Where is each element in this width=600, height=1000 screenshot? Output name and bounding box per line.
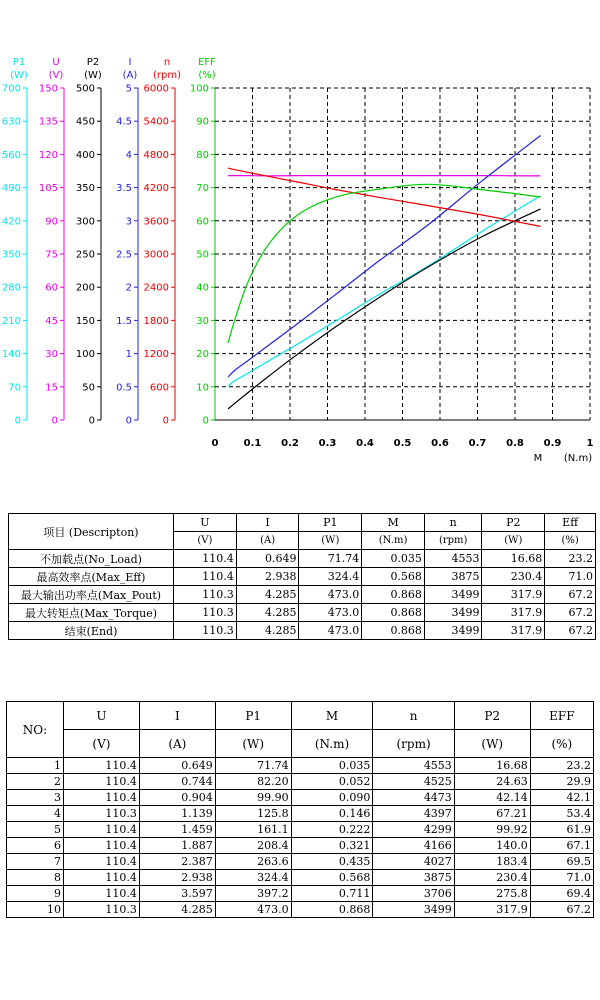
- summary-cell: 67.2: [545, 622, 596, 640]
- data-row: [7, 870, 594, 886]
- axis-unit-P1: (W): [10, 70, 28, 81]
- summary-cell: 4.285: [236, 586, 299, 604]
- data-cell: 1.139: [139, 806, 215, 822]
- data-cell: 29.9: [530, 774, 593, 790]
- data-cell: 110.4: [64, 870, 140, 886]
- summary-cell: 2.938: [236, 568, 299, 586]
- data-cell: 3.597: [139, 886, 215, 902]
- data-row-number: 1: [7, 758, 64, 774]
- summary-cell: 4.285: [236, 622, 299, 640]
- axis-unit-U: (V): [48, 70, 64, 81]
- data-cell: 161.1: [215, 822, 291, 838]
- summary-cell: 3499: [424, 622, 482, 640]
- axis-tick-label-EFF: 80: [196, 149, 209, 161]
- data-row-number: 3: [7, 790, 64, 806]
- summary-cell: 0.035: [362, 550, 425, 568]
- data-row-number: 2: [7, 774, 64, 790]
- axis-tick-label-U: 75: [45, 249, 58, 261]
- data-unit: (A): [139, 730, 215, 758]
- data-row: [7, 902, 594, 918]
- summary-cell: 473.0: [299, 604, 362, 622]
- data-unit-row: [7, 730, 594, 758]
- data-cell: 110.4: [64, 838, 140, 854]
- summary-cell: 110.3: [174, 604, 237, 622]
- data-cell: 0.052: [291, 774, 373, 790]
- summary-cell: 317.9: [482, 604, 545, 622]
- axis-tick-label-P2: 150: [75, 315, 95, 327]
- axis-tick-label-n: 3000: [143, 249, 169, 261]
- summary-cell: 110.4: [174, 550, 237, 568]
- data-row: [7, 854, 594, 870]
- axis-tick-label-EFF: 100: [189, 83, 209, 95]
- data-row-number: 7: [7, 854, 64, 870]
- data-row: [7, 790, 594, 806]
- axis-tick-label-P1: 700: [1, 83, 21, 95]
- data-unit: (rpm): [373, 730, 454, 758]
- data-cell: 67.1: [530, 838, 593, 854]
- axis-tick-label-I: 0.5: [116, 382, 132, 394]
- axis-tick-label-P2: 100: [75, 349, 95, 361]
- axis-tick-label-EFF: 90: [196, 116, 209, 128]
- summary-cell: 3499: [424, 604, 482, 622]
- summary-unit: (V): [174, 532, 237, 550]
- summary-unit: (rpm): [424, 532, 482, 550]
- data-cell: 53.4: [530, 806, 593, 822]
- summary-row: [9, 568, 596, 586]
- data-row-number: 8: [7, 870, 64, 886]
- axis-tick-label-P1: 140: [1, 349, 21, 361]
- data-cell: 317.9: [454, 902, 530, 918]
- data-cell: 69.5: [530, 854, 593, 870]
- axis-tick-label-n: 600: [149, 382, 169, 394]
- summary-row: [9, 550, 596, 568]
- axis-title-U: U: [52, 57, 60, 68]
- summary-column-header: P1: [299, 514, 362, 532]
- x-tick-label: 1: [586, 438, 594, 449]
- summary-unit: (W): [299, 532, 362, 550]
- axis-tick-label-U: 30: [45, 349, 58, 361]
- summary-column-header: P2: [482, 514, 545, 532]
- data-cell: 0.435: [291, 854, 373, 870]
- axis-tick-label-EFF: 30: [196, 315, 209, 327]
- data-cell: 473.0: [215, 902, 291, 918]
- data-cell: 4525: [373, 774, 454, 790]
- performance-chart: [0, 0, 600, 470]
- axis-tick-label-P2: 400: [75, 149, 95, 161]
- axis-tick-label-EFF: 40: [196, 282, 209, 294]
- data-cell: 263.6: [215, 854, 291, 870]
- summary-cell: 3499: [424, 586, 482, 604]
- summary-cell: 3875: [424, 568, 482, 586]
- data-cell: 1.887: [139, 838, 215, 854]
- data-cell: 110.3: [64, 902, 140, 918]
- data-cell: 82.20: [215, 774, 291, 790]
- data-cell: 67.21: [454, 806, 530, 822]
- data-cell: 0.222: [291, 822, 373, 838]
- axis-tick-label-EFF: 20: [196, 349, 209, 361]
- series-line-I: [228, 136, 540, 377]
- summary-row-label: 最大输出功率点(Max_Pout): [9, 586, 174, 604]
- data-cell: 67.2: [530, 902, 593, 918]
- x-tick-label: 0: [211, 438, 219, 449]
- axis-unit-I: (A): [122, 70, 138, 81]
- summary-cell: 0.568: [362, 568, 425, 586]
- data-cell: 0.035: [291, 758, 373, 774]
- x-tick-label: 0.9: [543, 438, 562, 449]
- axis-tick-label-EFF: 60: [196, 216, 209, 228]
- data-column-header: n: [373, 702, 454, 730]
- data-cell: 16.68: [454, 758, 530, 774]
- axis-tick-label-U: 120: [38, 149, 58, 161]
- summary-column-header: M: [362, 514, 425, 532]
- summary-unit: (W): [482, 532, 545, 550]
- data-cell: 110.4: [64, 774, 140, 790]
- data-cell: 110.4: [64, 822, 140, 838]
- data-cell: 110.3: [64, 806, 140, 822]
- summary-column-header: Eff: [545, 514, 596, 532]
- summary-column-header: U: [174, 514, 237, 532]
- axis-tick-label-n: 4200: [143, 183, 169, 195]
- series-line-P1: [228, 196, 540, 386]
- x-tick-label: 0.6: [431, 438, 449, 449]
- summary-cell: 473.0: [299, 622, 362, 640]
- axis-tick-label-I: 4: [125, 149, 132, 161]
- axis-tick-label-U: 60: [45, 282, 58, 294]
- data-row-number: 5: [7, 822, 64, 838]
- summary-cell: 110.3: [174, 622, 237, 640]
- summary-cell: 4553: [424, 550, 482, 568]
- data-cell: 110.4: [64, 854, 140, 870]
- data-cell: 4166: [373, 838, 454, 854]
- axis-tick-label-P2: 500: [75, 83, 95, 95]
- axis-tick-label-n: 5400: [143, 116, 169, 128]
- summary-cell: 71.74: [299, 550, 362, 568]
- summary-row: [9, 622, 596, 640]
- data-cell: 4553: [373, 758, 454, 774]
- data-cell: 2.387: [139, 854, 215, 870]
- data-cell: 4473: [373, 790, 454, 806]
- x-tick-label: 0.7: [468, 438, 487, 449]
- data-cell: 0.649: [139, 758, 215, 774]
- x-tick-label: 0.3: [318, 438, 337, 449]
- data-cell: 324.4: [215, 870, 291, 886]
- data-cell: 4397: [373, 806, 454, 822]
- axis-tick-label-P2: 50: [82, 382, 95, 394]
- axis-title-P2: P2: [86, 57, 100, 68]
- data-cell: 4299: [373, 822, 454, 838]
- axis-tick-label-P1: 560: [1, 149, 21, 161]
- data-cell: 99.90: [215, 790, 291, 806]
- axis-tick-label-I: 1: [125, 349, 132, 361]
- axis-tick-label-P2: 250: [75, 249, 95, 261]
- summary-cell: 110.4: [174, 568, 237, 586]
- x-axis-unit: (N.m): [563, 453, 593, 464]
- axis-unit-P2: (W): [84, 70, 102, 81]
- axis-title-I: I: [128, 57, 132, 68]
- x-tick-label: 0.5: [393, 438, 412, 449]
- axis-tick-label-P2: 0: [88, 415, 95, 427]
- axis-tick-label-P1: 210: [1, 315, 21, 327]
- data-row: [7, 774, 594, 790]
- data-cell: 208.4: [215, 838, 291, 854]
- axis-tick-label-I: 2: [125, 282, 132, 294]
- summary-column-header: n: [424, 514, 482, 532]
- data-cell: 0.146: [291, 806, 373, 822]
- data-cell: 3706: [373, 886, 454, 902]
- data-cell: 140.0: [454, 838, 530, 854]
- axis-tick-label-I: 5: [125, 83, 132, 95]
- summary-cell: 473.0: [299, 586, 362, 604]
- summary-unit: (A): [236, 532, 299, 550]
- data-row-number: 9: [7, 886, 64, 902]
- data-cell: 71.0: [530, 870, 593, 886]
- summary-unit: (N.m): [362, 532, 425, 550]
- data-unit: (%): [530, 730, 593, 758]
- data-unit: (W): [454, 730, 530, 758]
- data-column-header: EFF: [530, 702, 593, 730]
- data-cell: 110.4: [64, 758, 140, 774]
- summary-row: [9, 604, 596, 622]
- data-cell: 69.4: [530, 886, 593, 902]
- summary-cell: 71.0: [545, 568, 596, 586]
- axis-tick-label-U: 45: [45, 315, 58, 327]
- summary-row-label: 最大转矩点(Max_Torque): [9, 604, 174, 622]
- data-cell: 0.321: [291, 838, 373, 854]
- summary-cell: 317.9: [482, 586, 545, 604]
- axis-title-n: n: [163, 57, 171, 68]
- data-cell: 99.92: [454, 822, 530, 838]
- data-cell: 125.8: [215, 806, 291, 822]
- data-cell: 0.904: [139, 790, 215, 806]
- data-header-no: NO:: [7, 702, 64, 758]
- axis-tick-label-P1: 630: [1, 116, 21, 128]
- summary-cell: 0.868: [362, 622, 425, 640]
- axis-tick-label-n: 1800: [143, 315, 169, 327]
- axis-tick-label-P1: 0: [14, 415, 21, 427]
- summary-cell: 0.868: [362, 604, 425, 622]
- axis-tick-label-I: 3.5: [116, 183, 132, 195]
- data-column-header: P2: [454, 702, 530, 730]
- x-axis-label: M: [533, 453, 543, 464]
- data-cell: 0.711: [291, 886, 373, 902]
- summary-cell: 0.868: [362, 586, 425, 604]
- axis-tick-label-EFF: 0: [202, 415, 209, 427]
- axis-tick-label-U: 135: [38, 116, 58, 128]
- axis-title-EFF: EFF: [198, 57, 216, 68]
- x-tick-label: 0.4: [356, 438, 374, 449]
- data-cell: 230.4: [454, 870, 530, 886]
- data-unit: (V): [64, 730, 140, 758]
- axis-tick-label-U: 105: [38, 183, 58, 195]
- summary-cell: 23.2: [545, 550, 596, 568]
- axis-unit-EFF: (%): [198, 70, 216, 81]
- data-column-header: P1: [215, 702, 291, 730]
- summary-cell: 4.285: [236, 604, 299, 622]
- data-cell: 23.2: [530, 758, 593, 774]
- summary-row-label: 结束(End): [9, 622, 174, 640]
- summary-cell: 230.4: [482, 568, 545, 586]
- data-cell: 4.285: [139, 902, 215, 918]
- x-tick-label: 0.2: [281, 438, 299, 449]
- axis-unit-n: (rpm): [152, 70, 182, 81]
- summary-cell: 67.2: [545, 586, 596, 604]
- axis-tick-label-n: 4800: [143, 149, 169, 161]
- data-cell: 4027: [373, 854, 454, 870]
- axis-tick-label-I: 3: [125, 216, 132, 228]
- data-cell: 3499: [373, 902, 454, 918]
- axis-tick-label-P2: 350: [75, 183, 95, 195]
- summary-unit: (%): [545, 532, 596, 550]
- data-cell: 275.8: [454, 886, 530, 902]
- axis-tick-label-U: 15: [45, 382, 58, 394]
- summary-cell: 0.649: [236, 550, 299, 568]
- data-row: [7, 822, 594, 838]
- data-cell: 61.9: [530, 822, 593, 838]
- data-row: [7, 838, 594, 854]
- summary-row: [9, 586, 596, 604]
- data-cell: 183.4: [454, 854, 530, 870]
- summary-cell: 67.2: [545, 604, 596, 622]
- data-cell: 71.74: [215, 758, 291, 774]
- axis-tick-label-EFF: 70: [196, 183, 209, 195]
- summary-column-header: I: [236, 514, 299, 532]
- axis-tick-label-I: 1.5: [116, 315, 132, 327]
- data-cell: 0.868: [291, 902, 373, 918]
- series-line-EFF: [228, 184, 540, 343]
- data-cell: 2.938: [139, 870, 215, 886]
- axis-title-P1: P1: [12, 57, 26, 68]
- data-cell: 42.14: [454, 790, 530, 806]
- data-column-header: M: [291, 702, 373, 730]
- series-line-P2: [228, 209, 540, 409]
- axis-tick-label-P1: 350: [1, 249, 21, 261]
- axis-tick-label-P1: 280: [1, 282, 21, 294]
- data-cell: 110.4: [64, 790, 140, 806]
- summary-table: [8, 513, 596, 640]
- data-row: [7, 806, 594, 822]
- summary-cell: 317.9: [482, 622, 545, 640]
- axis-tick-label-EFF: 50: [196, 249, 209, 261]
- data-cell: 0.744: [139, 774, 215, 790]
- data-cell: 42.1: [530, 790, 593, 806]
- data-row-number: 6: [7, 838, 64, 854]
- data-cell: 0.090: [291, 790, 373, 806]
- axis-tick-label-n: 2400: [143, 282, 169, 294]
- axis-tick-label-P2: 300: [75, 216, 95, 228]
- summary-cell: 110.3: [174, 586, 237, 604]
- summary-cell: 16.68: [482, 550, 545, 568]
- data-column-header: I: [139, 702, 215, 730]
- axis-tick-label-U: 90: [45, 216, 58, 228]
- data-table: [6, 701, 594, 918]
- axis-tick-label-P1: 490: [1, 183, 21, 195]
- data-row: [7, 886, 594, 902]
- data-cell: 3875: [373, 870, 454, 886]
- axis-tick-label-P1: 420: [1, 216, 21, 228]
- data-cell: 397.2: [215, 886, 291, 902]
- summary-row-label: 不加载点(No_Load): [9, 550, 174, 568]
- axis-tick-label-I: 4.5: [116, 116, 132, 128]
- axis-tick-label-P1: 70: [8, 382, 21, 394]
- axis-tick-label-I: 0: [125, 415, 132, 427]
- series-line-n: [228, 168, 540, 226]
- data-unit: (N.m): [291, 730, 373, 758]
- data-header-row: [7, 702, 594, 730]
- axis-tick-label-P2: 200: [75, 282, 95, 294]
- data-row-number: 4: [7, 806, 64, 822]
- data-cell: 0.568: [291, 870, 373, 886]
- axis-tick-label-U: 150: [38, 83, 58, 95]
- data-row-number: 10: [7, 902, 64, 918]
- axis-tick-label-n: 3600: [143, 216, 169, 228]
- axis-tick-label-EFF: 10: [196, 382, 209, 394]
- data-cell: 24.63: [454, 774, 530, 790]
- data-row: [7, 758, 594, 774]
- summary-header-item: 项目 (Descripton): [9, 514, 174, 550]
- data-cell: 110.4: [64, 886, 140, 902]
- summary-header-row: [9, 514, 596, 532]
- summary-cell: 324.4: [299, 568, 362, 586]
- axis-tick-label-n: 1200: [143, 349, 169, 361]
- data-column-header: U: [64, 702, 140, 730]
- axis-tick-label-n: 0: [162, 415, 169, 427]
- x-tick-label: 0.1: [243, 438, 262, 449]
- data-cell: 1.459: [139, 822, 215, 838]
- axis-tick-label-P2: 450: [75, 116, 95, 128]
- axis-tick-label-n: 6000: [143, 83, 169, 95]
- axis-tick-label-U: 0: [51, 415, 58, 427]
- axis-tick-label-I: 2.5: [116, 249, 132, 261]
- x-tick-label: 0.8: [506, 438, 524, 449]
- data-unit: (W): [215, 730, 291, 758]
- summary-row-label: 最高效率点(Max_Eff): [9, 568, 174, 586]
